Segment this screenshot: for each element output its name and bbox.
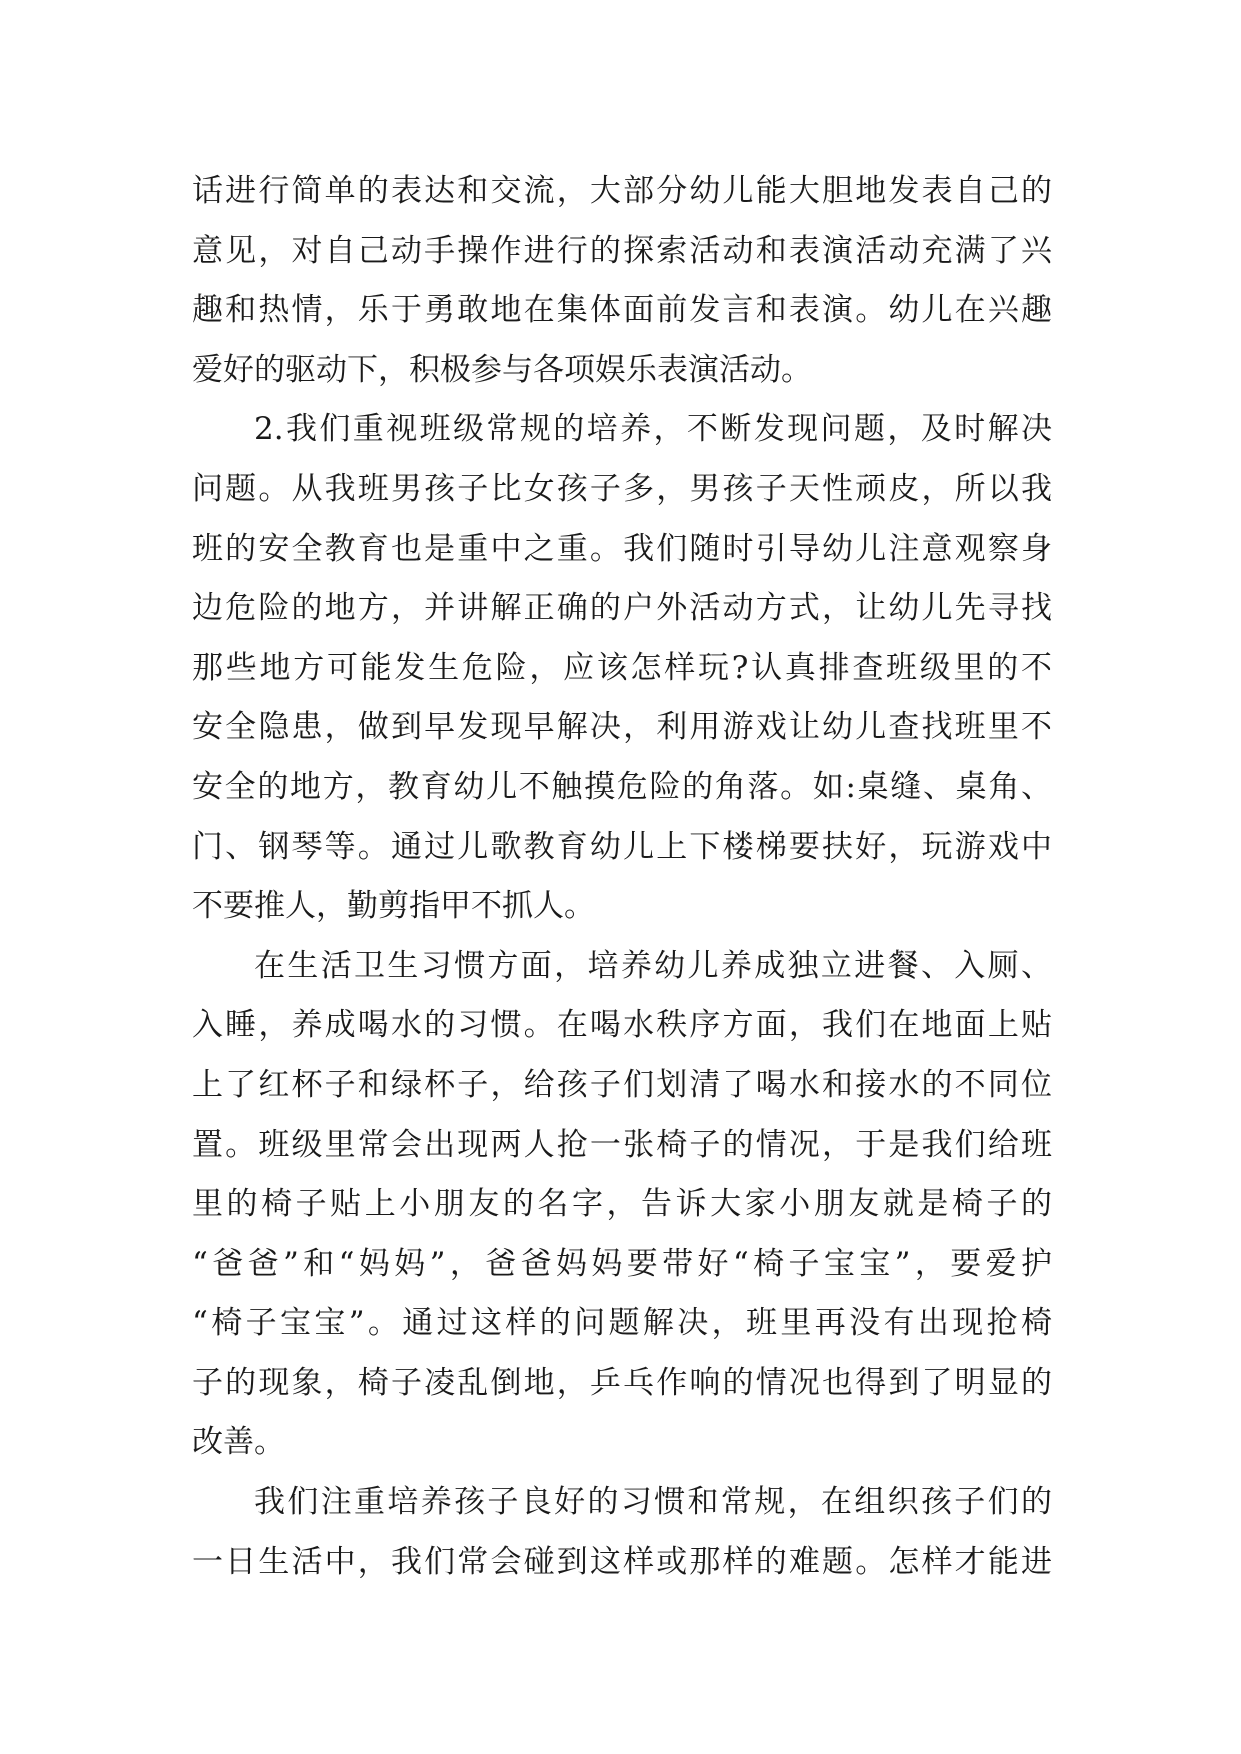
text-line: 趣和热情，乐于勇敢地在集体面前发言和表演。幼儿在兴趣 xyxy=(192,292,1052,329)
text-line: 那些地方可能发生危险，应该怎样玩?认真排查班级里的不 xyxy=(192,649,1052,686)
text-line: 改善。 xyxy=(192,1424,285,1461)
text-line: 门、钢琴等。通过儿歌教育幼儿上下楼梯要扶好，玩游戏中 xyxy=(192,828,1052,865)
text-line: 一日生活中，我们常会碰到这样或那样的难题。怎样才能进 xyxy=(192,1543,1052,1580)
text-line: 爱好的驱动下，积极参与各项娱乐表演活动。 xyxy=(192,351,812,388)
text-line: “爸爸”和“妈妈”，爸爸妈妈要带好“椅子宝宝”，要爱护 xyxy=(192,1245,1052,1282)
text-line: 安全隐患，做到早发现早解决，利用游戏让幼儿查找班里不 xyxy=(192,709,1052,746)
text-line: 意见，对自己动手操作进行的探索活动和表演活动充满了兴 xyxy=(192,232,1052,269)
text-line: 问题。从我班男孩子比女孩子多，男孩子天性顽皮，所以我 xyxy=(192,470,1052,507)
text-line: “椅子宝宝”。通过这样的问题解决，班里再没有出现抢椅 xyxy=(192,1305,1052,1342)
text-line: 不要推人，勤剪指甲不抓人。 xyxy=(192,888,595,925)
document-body xyxy=(192,162,1052,1592)
text-line: 安全的地方，教育幼儿不触摸危险的角落。如:桌缝、桌角、 xyxy=(192,768,1052,805)
text-line: 入睡，养成喝水的习惯。在喝水秩序方面，我们在地面上贴 xyxy=(192,1007,1052,1044)
text-line: 班的安全教育也是重中之重。我们随时引导幼儿注意观察身 xyxy=(192,530,1052,567)
text-line: 上了红杯子和绿杯子，给孩子们划清了喝水和接水的不同位 xyxy=(192,1066,1052,1103)
text-line: 子的现象，椅子凌乱倒地，乒乓作响的情况也得到了明显的 xyxy=(192,1364,1052,1401)
text-line: 我们注重培养孩子良好的习惯和常规，在组织孩子们的 xyxy=(254,1484,1052,1521)
text-line: 里的椅子贴上小朋友的名字，告诉大家小朋友就是椅子的 xyxy=(192,1186,1052,1223)
text-line: 2.我们重视班级常规的培养，不断发现问题，及时解决 xyxy=(254,411,1052,448)
text-line: 在生活卫生习惯方面，培养幼儿养成独立进餐、入厕、 xyxy=(254,947,1052,984)
text-line: 边危险的地方，并讲解正确的户外活动方式，让幼儿先寻找 xyxy=(192,590,1052,627)
text-line: 话进行简单的表达和交流，大部分幼儿能大胆地发表自己的 xyxy=(192,173,1052,209)
text-line: 置。班级里常会出现两人抢一张椅子的情况，于是我们给班 xyxy=(192,1126,1052,1163)
